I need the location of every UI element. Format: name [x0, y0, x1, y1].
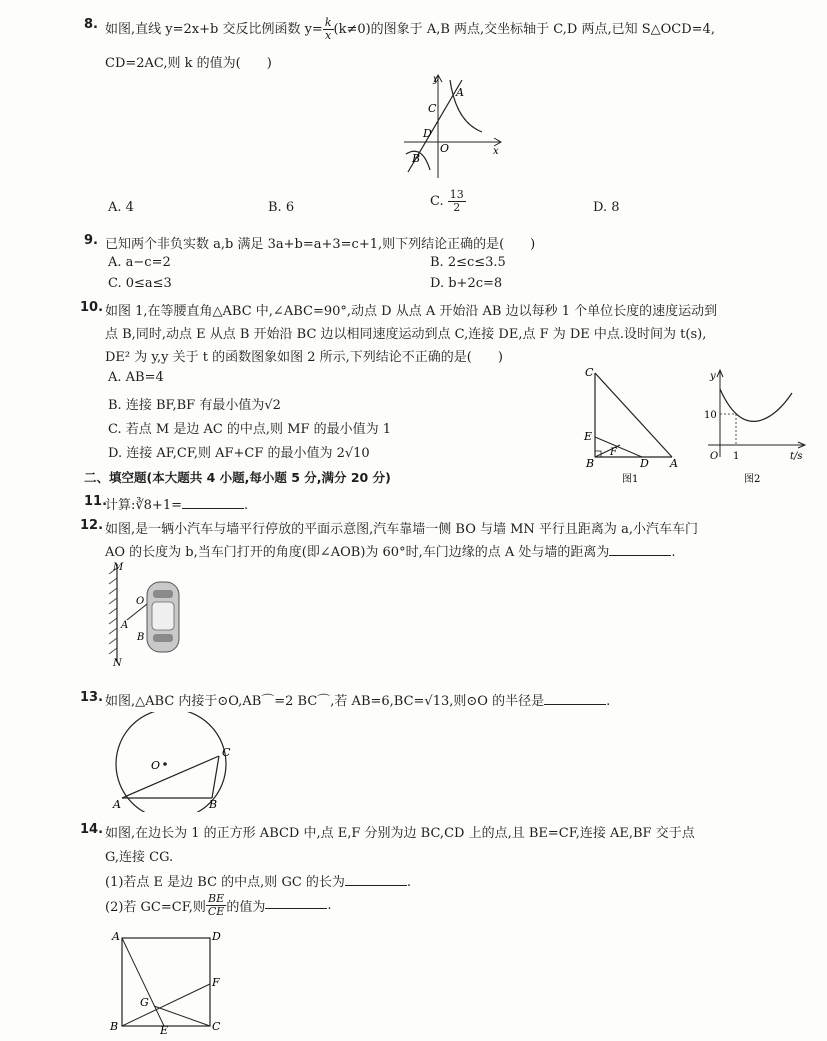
q13-label-A: A	[113, 798, 121, 811]
q14-label-D: D	[212, 930, 221, 943]
q8-stem-a: 如图,直线 y=2x+b 交反比例函数 y=	[105, 22, 323, 37]
q11-stem: 计算:∛8+1= .	[105, 498, 249, 513]
q12-number: 12.	[80, 518, 104, 533]
q13-number: 13.	[80, 690, 104, 705]
q8-stem-b: (k≠0)的图象于 A,B 两点,交坐标轴于 C,D 两点,已知 S△OCD=4,	[333, 22, 715, 37]
q8-figure	[400, 72, 510, 182]
q12-answer-blank[interactable]	[609, 543, 671, 556]
q8-label-C: C	[428, 102, 437, 115]
q8-label-x: x	[493, 146, 499, 157]
q14-sub1-blank[interactable]	[345, 873, 407, 886]
q10-option-a: A. AB=4	[108, 370, 164, 385]
section-fill-in-title: 二、填空题(本大题共 4 小题,每小题 5 分,满分 20 分)	[84, 470, 391, 485]
q12-label-O: O	[136, 596, 145, 607]
q14-label-C: C	[212, 1020, 221, 1033]
q14-label-B: B	[110, 1020, 119, 1033]
fig2-label-1: 1	[733, 451, 740, 462]
q13-label-C: C	[222, 746, 231, 759]
q8-label-O: O	[440, 142, 450, 155]
q8-stem-line1	[105, 17, 715, 42]
q9-number: 9.	[84, 233, 98, 248]
q13-label-B: B	[209, 798, 218, 811]
q12-stem-line2: AO 的长度为 b,当车门打开的角度(即∠AOB)为 60°时,车门边缘的点 A 处与墙的距离为 .	[105, 545, 676, 560]
q12-figure	[105, 560, 195, 668]
q13-label-O: O	[151, 759, 161, 772]
q14-label-F: F	[212, 976, 220, 989]
q8-option-a: A. 4	[108, 200, 134, 215]
q8-stem-line2: CD=2AC,则 k 的值为( )	[105, 56, 272, 71]
q14-label-A: A	[112, 930, 120, 943]
q8-option-d: D. 8	[593, 200, 620, 215]
q10-stem-line1: 如图 1,在等腰直角△ABC 中,∠ABC=90°,动点 D 从点 A 开始沿 AB 边以每秒 1 个单位长度的速度运动到	[105, 304, 718, 319]
fig1-label-C: C	[585, 366, 594, 379]
q14-sub1: (1)若点 E 是边 BC 的中点,则 GC 的长为 .	[105, 875, 412, 890]
q8-number: 8.	[84, 17, 98, 32]
q8-label-D: D	[423, 127, 432, 140]
q10-number: 10.	[80, 300, 104, 315]
fig2-caption: 图2	[744, 474, 761, 485]
q10-option-d: D. 连接 AF,CF,则 AF+CF 的最小值为 2√10	[108, 446, 370, 461]
q14-sub2: (2)若 GC=CF,则 $\frac{BE}{CE}$ 的值为 .	[105, 892, 332, 918]
q9-option-d: D. b+2c=8	[430, 276, 503, 291]
q10-option-c: C. 若点 M 是边 AC 的中点,则 MF 的最小值为 1	[108, 422, 392, 437]
q9-stem: 已知两个非负实数 a,b 满足 3a+b=a+3=c+1,则下列结论正确的是( )	[105, 237, 536, 252]
fig2-label-10: 10	[704, 410, 717, 421]
q9-option-a: A. a−c=2	[108, 255, 171, 270]
q13-stem: 如图,△ABC 内接于⊙O,AB⌒=2 BC⌒,若 AB=6,BC=√13,则⊙O 的半径是 .	[105, 694, 611, 709]
q14-stem-line2: G,连接 CG.	[105, 850, 174, 865]
q10-figure1	[580, 365, 685, 485]
q8-fraction: $\frac{k}{x}$	[324, 16, 332, 42]
q14-label-E: E	[160, 1024, 169, 1034]
fig1-label-E: E	[584, 430, 593, 443]
fig1-caption: 图1	[622, 474, 639, 485]
q14-sub2-blank[interactable]	[265, 896, 327, 909]
q9-option-c: C. 0≤a≤3	[108, 276, 172, 291]
q12-label-M: M	[113, 562, 124, 573]
fig1-label-B: B	[586, 457, 595, 470]
q13-figure	[105, 712, 245, 812]
q10-figure2	[700, 365, 812, 485]
q12-label-B: B	[137, 632, 145, 643]
fig1-label-A: A	[670, 457, 678, 470]
q10-stem-line3: DE² 为 y,y 关于 t 的函数图象如图 2 所示,下列结论不正确的是( )	[105, 350, 503, 365]
q11-answer-blank[interactable]	[182, 496, 244, 509]
q14-number: 14.	[80, 822, 104, 837]
q10-option-b: B. 连接 BF,BF 有最小值为√2	[108, 398, 281, 413]
q14-figure	[108, 928, 224, 1034]
fig1-label-F: F	[610, 447, 617, 458]
q8-label-A: A	[456, 86, 464, 99]
q12-label-N: N	[113, 658, 122, 668]
q14-label-G: G	[140, 996, 149, 1009]
q8-option-b: B. 6	[268, 200, 295, 215]
fig2-label-y: y	[710, 371, 716, 382]
q10-stem-line2: 点 B,同时,动点 E 从点 B 开始沿 BC 边以相同速度运动到点 C,连接 DE,点 F 为 DE 中点.设时间为 t(s),	[105, 327, 707, 342]
q8-label-y: y	[433, 74, 439, 85]
q12-label-A: A	[121, 620, 129, 631]
q8-option-c: C. $\frac{13}{2}$	[430, 188, 464, 214]
fig2-label-O: O	[710, 451, 719, 462]
fig1-label-D: D	[640, 457, 649, 470]
q9-option-b: B. 2≤c≤3.5	[430, 255, 506, 270]
q11-number: 11.	[84, 494, 108, 509]
q12-stem-line1: 如图,是一辆小汽车与墙平行停放的平面示意图,汽车靠墙一侧 BO 与墙 MN 平行且距离为 a,小汽车车门	[105, 522, 698, 537]
fig2-label-t: t/s	[790, 451, 803, 462]
q14-stem-line1: 如图,在边长为 1 的正方形 ABCD 中,点 E,F 分别为边 BC,CD 上的点,且 BE=CF,连接 AE,BF 交于点	[105, 826, 695, 841]
q8-label-B: B	[412, 152, 421, 165]
q13-answer-blank[interactable]	[544, 692, 606, 705]
